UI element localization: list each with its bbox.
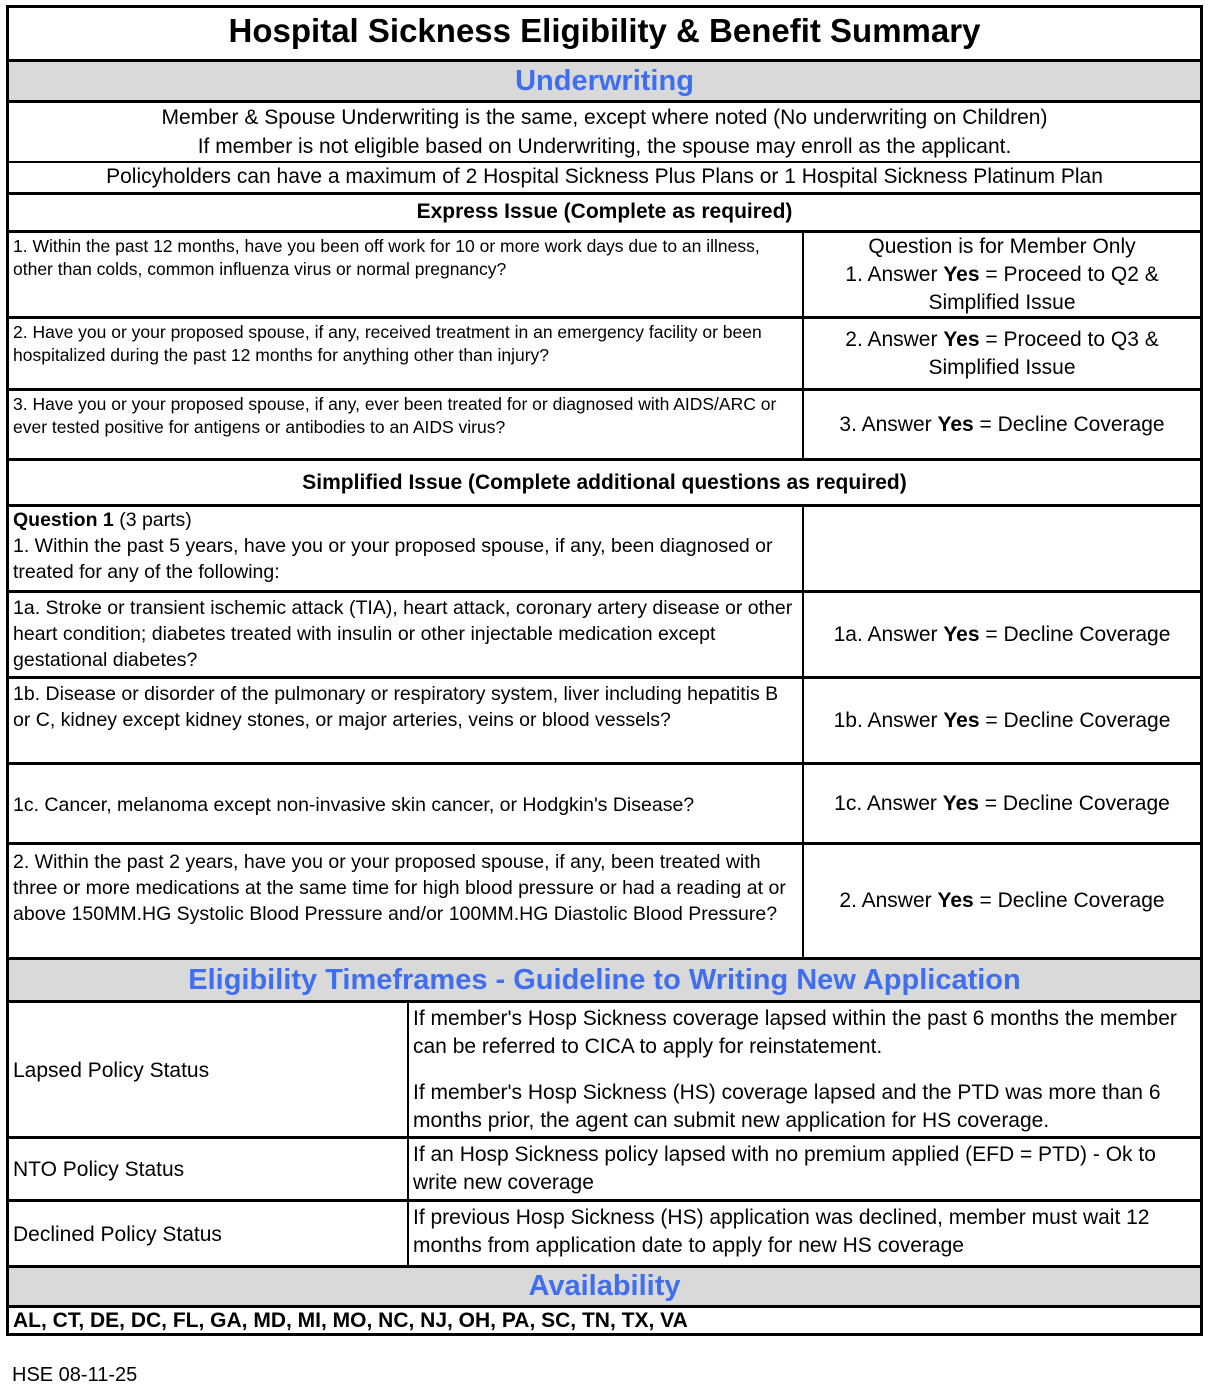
eligibility-row-nto (9, 1136, 1200, 1199)
question-1-title: Question 1 (13, 509, 114, 531)
simplified-question-1 (9, 504, 1200, 590)
declined-text: If previous Hosp Sickness (HS) application was declined, member must wait 12 months from application date to apply for new HS coverage (413, 1206, 1150, 1257)
answer-outcome: = Decline Coverage (978, 791, 1170, 815)
simplified-row-1b (9, 676, 1200, 762)
underwriting-heading: Underwriting (9, 59, 1200, 100)
simplified-row-1a (9, 590, 1200, 676)
availability-states: AL, CT, DE, DC, FL, GA, MD, MI, MO, NC, NJ, OH, PA, SC, TN, TX, VA (9, 1305, 1200, 1333)
simplified-row-2 (9, 842, 1200, 957)
answer-outcome: = Proceed to Q2 & Simplified Issue (928, 262, 1159, 314)
nto-label: NTO Policy Status (9, 1139, 409, 1199)
express-issue-heading: Express Issue (Complete as required) (9, 192, 1200, 230)
lapsed-text (409, 1003, 1200, 1136)
eligibility-heading: Eligibility Timeframes - Guideline to Writing New Application (9, 957, 1200, 1000)
express-answer-1 (804, 233, 1200, 316)
express-row-2 (9, 316, 1200, 388)
lapsed-label: Lapsed Policy Status (9, 1003, 409, 1136)
question-2: 2. Within the past 2 years, have you or your proposed spouse, if any, been treated with three or more medications at the same time for high blood pressure or had a reading at or above 150MM.HG Systolic Blood Pressure and/or 100MM.HG Diastolic Blood Pressure? (9, 845, 804, 957)
answer-yes: Yes (943, 262, 980, 286)
question-1b: 1b. Disease or disorder of the pulmonary or respiratory system, liver including hepatitis B or C, kidney except kidney stones, or major arteries, veins or blood vessels? (9, 679, 804, 762)
underwriting-notes (9, 100, 1200, 161)
availability-heading: Availability (9, 1265, 1200, 1305)
answer-2 (804, 845, 1200, 957)
answer-1a (804, 593, 1200, 676)
answer-yes: Yes (943, 622, 980, 646)
simplified-row-1c (9, 762, 1200, 842)
summary-document (6, 5, 1203, 1336)
answer-outcome: = Decline Coverage (973, 889, 1165, 912)
answer-outcome: = Proceed to Q3 & Simplified Issue (928, 327, 1159, 379)
question-1a: 1a. Stroke or transient ischemic attack (TIA), heart attack, coronary artery disease or other heart condition; diabetes treated with insulin or other injectable medication except gestational diabetes? (9, 593, 804, 676)
answer-1c (804, 765, 1200, 842)
answer-prefix: 2. Answer (839, 889, 938, 912)
lapsed-text-1: If member's Hosp Sickness coverage lapsed within the past 6 months the member can be referred to CICA to apply for reinstatement. (413, 1007, 1177, 1058)
eligibility-row-declined (9, 1199, 1200, 1265)
express-question-3: 3. Have you or your proposed spouse, if any, ever been treated for or diagnosed with AIDS/ARC or ever tested positive for antigens or antibodies to an AIDS virus? (9, 391, 804, 458)
page-title: Hospital Sickness Eligibility & Benefit Summary (228, 12, 981, 49)
answer-yes: Yes (943, 708, 980, 732)
underwriting-line-1: Member & Spouse Underwriting is the same, except where noted (No underwriting on Children) (161, 106, 1048, 129)
question-1-answer-empty (804, 507, 1200, 590)
lapsed-text-2: If member's Hosp Sickness (HS) coverage lapsed and the PTD was more than 6 months prior, the agent can submit new application for HS coverage. (413, 1081, 1161, 1132)
answer-1b (804, 679, 1200, 762)
simplified-issue-heading: Simplified Issue (Complete additional questions as required) (9, 458, 1200, 504)
policy-limit-note: Policyholders can have a maximum of 2 Hospital Sickness Plus Plans or 1 Hospital Sickness Platinum Plan (9, 161, 1200, 192)
answer-prefix: 3. Answer (839, 412, 938, 436)
express-answer-3 (804, 391, 1200, 458)
answer-prefix: 1c. Answer (834, 791, 943, 815)
answer-prefix: 1b. Answer (833, 708, 944, 732)
answer-outcome: = Decline Coverage (973, 412, 1165, 436)
member-only-note: Question is for Member Only (868, 234, 1136, 258)
answer-yes: Yes (943, 327, 980, 351)
express-row-3 (9, 388, 1200, 458)
eligibility-row-lapsed (9, 1000, 1200, 1136)
express-question-1: 1. Within the past 12 months, have you been off work for 10 or more work days due to an illness, other than colds, common influenza virus or normal pregnancy? (9, 233, 804, 316)
declined-label: Declined Policy Status (9, 1202, 409, 1265)
question-1-block (9, 507, 804, 590)
answer-prefix: 2. Answer (845, 327, 944, 351)
express-question-2: 2. Have you or your proposed spouse, if any, received treatment in an emergency facility or been hospitalized during the past 12 months for anything other than injury? (9, 319, 804, 388)
answer-outcome: = Decline Coverage (979, 708, 1171, 732)
document-code: HSE 08-11-25 (12, 1364, 138, 1386)
nto-text: If an Hosp Sickness policy lapsed with no premium applied (EFD = PTD) - Ok to write new coverage (413, 1143, 1156, 1194)
answer-prefix: 1. Answer (845, 262, 944, 286)
answer-yes: Yes (937, 889, 974, 912)
answer-prefix: 1a. Answer (833, 622, 944, 646)
express-answer-2 (804, 319, 1200, 388)
question-1-parts: (3 parts) (113, 509, 192, 531)
answer-outcome: = Decline Coverage (979, 622, 1171, 646)
question-1c: 1c. Cancer, melanoma except non-invasive skin cancer, or Hodgkin's Disease? (9, 765, 804, 842)
answer-yes: Yes (937, 412, 974, 436)
answer-yes: Yes (942, 791, 979, 815)
underwriting-line-2: If member is not eligible based on Underwriting, the spouse may enroll as the applicant. (197, 135, 1012, 158)
question-1-text: 1. Within the past 5 years, have you or your proposed spouse, if any, been diagnosed or treated for any of the following: (13, 535, 773, 583)
express-row-1 (9, 230, 1200, 316)
